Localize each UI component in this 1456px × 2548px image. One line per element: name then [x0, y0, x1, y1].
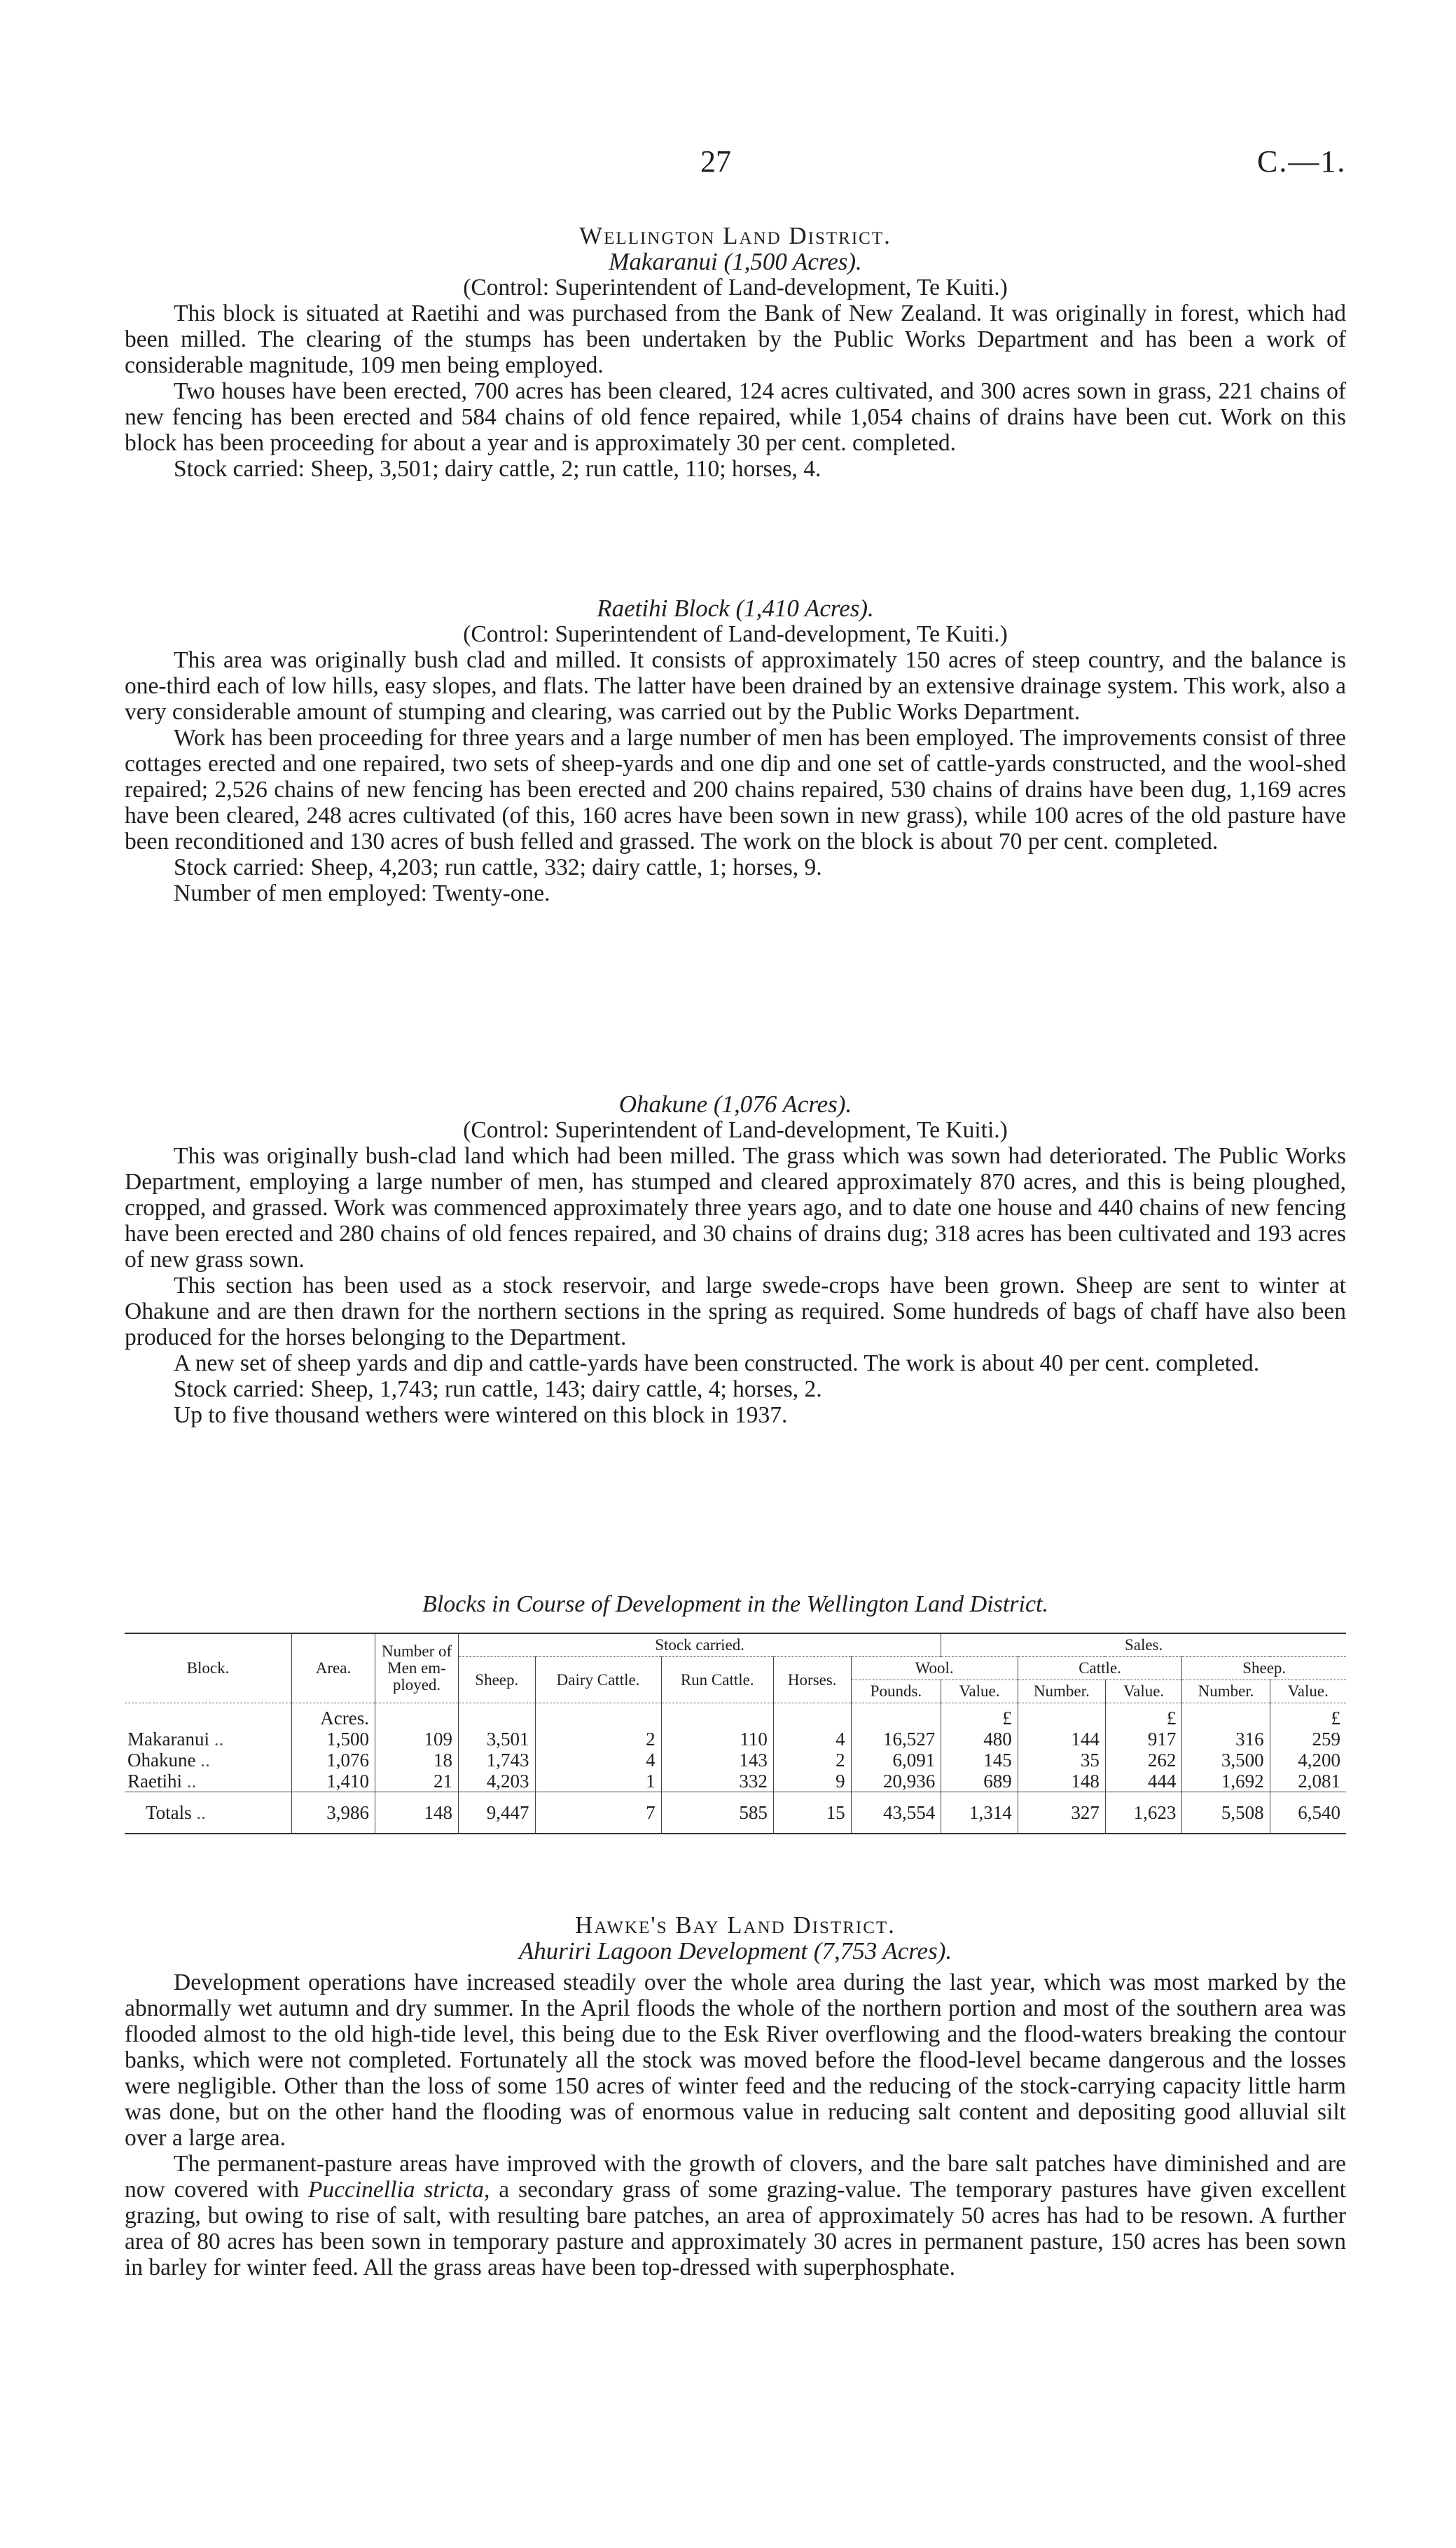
col-sheep-sales: Sheep. — [1182, 1657, 1346, 1680]
unit-cattle-value: £ — [1105, 1703, 1182, 1729]
document-reference: C.—1. — [1257, 144, 1347, 179]
unit-wool-value: £ — [941, 1703, 1018, 1729]
development-table-section — [125, 1591, 1346, 1834]
row-block: Ohakune — [127, 1750, 196, 1771]
table-title: Blocks in Course of Development in the Wellington Land District. — [422, 1591, 1048, 1617]
row-block: Raetihi — [127, 1771, 182, 1792]
ohakune-stock: Stock carried: Sheep, 1,743; run cattle, 143; dairy cattle, 4; horses, 2. — [174, 1376, 822, 1402]
raetihi-stock: Stock carried: Sheep, 4,203; run cattle, 332; dairy cattle, 1; horses, 9. — [174, 854, 822, 880]
district-heading-hawkes-bay: Hawke's Bay Land District. — [575, 1911, 896, 1939]
col-dairy-cattle: Dairy Cattle. — [535, 1657, 661, 1703]
unit-acres: Acres. — [292, 1703, 375, 1729]
district-heading-wellington: Wellington Land District. — [579, 222, 892, 249]
makaranui-control: (Control: Superintendent of Land-development, Te Kuiti.) — [463, 275, 1008, 300]
col-men-employed: Number of Men em-ployed. — [375, 1633, 459, 1703]
col-wool: Wool. — [851, 1657, 1018, 1680]
col-sheep: Sheep. — [459, 1657, 536, 1703]
raetihi-paragraph-1: This area was originally bush clad and milled. It consists of approximately 150 acres of steep country, and the balance is one-third each of low hills, easy slopes, and flats. The latter have been drained by an extensive drainage system. This work, also a very considerable amount of stumping and clearing, was carried out by the Public Works Department. — [125, 647, 1346, 725]
col-horses: Horses. — [773, 1657, 851, 1703]
raetihi-paragraph-2: Work has been proceeding for three years and a large number of men has been employed. The improvements consist of three cottages erected and one repaired, two sets of sheep-yards and one dip and one set of cattle-yards constructed, and the wool-shed repaired; 2,526 chains of new fencing has been erected and 200 chains repaired, 530 chains of drains have been dug, 1,169 acres have been cleared, 248 acres cultivated (of this, 160 acres have been sown in new grass), while 100 acres of the old pasture have been reconditioned and 130 acres of bush felled and grassed. The work on the block is about 70 per cent. completed. — [125, 725, 1346, 854]
col-wool-pounds: Pounds. — [851, 1680, 941, 1703]
col-cattle-value: Value. — [1105, 1680, 1182, 1703]
makaranui-paragraph-1: This block is situated at Raetihi and was purchased from the Bank of New Zealand. It was originally in forest, which had been milled. The clearing of the stumps has been undertaken by the Public Works Department and has been a work of considerable magnitude, 109 men being employed. — [125, 300, 1346, 378]
col-area: Area. — [292, 1633, 375, 1703]
row-block: Makaranui — [127, 1729, 209, 1750]
ohakune-paragraph-2: This section has been used as a stock reservoir, and large swede-crops have been grown. Sheep are sent to winter at Ohakune and are then drawn for the northern sections in the spring as required. Some hundreds of bags of chaff have also been produced for the horses belonging to the Department. — [125, 1273, 1346, 1350]
ohakune-wethers: Up to five thousand wethers were wintered on this block in 1937. — [174, 1402, 788, 1428]
ohakune-control: (Control: Superintendent of Land-development, Te Kuiti.) — [463, 1117, 1008, 1143]
development-table — [125, 1633, 1346, 1834]
raetihi-section — [125, 595, 1346, 906]
col-sheep-number: Number. — [1182, 1680, 1270, 1703]
raetihi-control: (Control: Superintendent of Land-development, Te Kuiti.) — [463, 621, 1008, 647]
ohakune-title: Ohakune (1,076 Acres). — [618, 1090, 852, 1118]
hawkes-bay-section — [125, 1912, 1346, 2280]
makaranui-stock: Stock carried: Sheep, 3,501; dairy cattle, 2; run cattle, 110; horses, 4. — [174, 456, 821, 482]
table-row: Ohakune .. 1,076 18 1,743 4 143 2 6,091 145 35 262 3,500 4,200 — [125, 1750, 1346, 1771]
makaranui-paragraph-2: Two houses have been erected, 700 acres has been cleared, 124 acres cultivated, and 300 acres sown in grass, 221 chains of new fencing has been erected and 584 chains of old fence repaired, while 1,054 chains of drains have been cut. Work on this block has been proceeding for about a year and is approximately 30 per cent. completed. — [125, 378, 1346, 456]
ohakune-paragraph-1: This was originally bush-clad land which had been milled. The grass which was sown had deteriorated. The Public Works Department, employing a large number of men, has stumped and cleared approximately 870 acres, and this is being ploughed, cropped, and grassed. Work was commenced approximately three years ago, and to date one house and 440 chains of new fencing have been erected and 280 chains of old fences repaired, and 30 chains of drains dug; 318 acres has been cultivated and 193 acres of new grass sown. — [125, 1143, 1346, 1273]
makaranui-title: Makaranui (1,500 Acres). — [609, 248, 862, 275]
unit-sheep-value: £ — [1331, 1708, 1340, 1729]
col-cattle: Cattle. — [1018, 1657, 1182, 1680]
raetihi-men-employed: Number of men employed: Twenty-one. — [174, 880, 550, 906]
col-run-cattle: Run Cattle. — [661, 1657, 773, 1703]
col-wool-value: Value. — [941, 1680, 1018, 1703]
makaranui-section — [125, 223, 1346, 482]
ahuriri-title: Ahuriri Lagoon Development (7,753 Acres). — [518, 1937, 952, 1965]
page-number: 27 — [700, 144, 731, 179]
raetihi-title: Raetihi Block (1,410 Acres). — [597, 595, 874, 622]
col-sheep-value: Value. — [1270, 1680, 1346, 1703]
col-cattle-number: Number. — [1018, 1680, 1105, 1703]
ohakune-section — [125, 1091, 1346, 1428]
table-row: Raetihi .. 1,410 21 4,203 1 332 9 20,936 689 148 444 1,692 2,081 — [125, 1771, 1346, 1792]
species-name: Puccinellia stricta — [307, 2177, 484, 2203]
ahuriri-paragraph-1: Development operations have increased steadily over the whole area during the last year, which was most marked by the abnormally wet autumn and dry summer. In the April floods the whole of the northern portion and most of the southern area was flooded almost to the old high-tide level, this being due to the Esk River overflowing and the flood-waters breaking the contour banks, which were not completed. Fortunately all the stock was moved before the flood-level became dangerous and the losses were negligible. Other than the loss of some 150 acres of winter feed and the reducing of the stock-carrying capacity little harm was done, but on the other hand the flooding was of enormous value in reducing salt content and depositing good alluvial silt over a large area. — [125, 1969, 1346, 2151]
table-row: Makaranui .. 1,500 109 3,501 2 110 4 16,527 480 144 917 316 259 — [125, 1729, 1346, 1750]
col-sales: Sales. — [941, 1633, 1346, 1657]
ohakune-paragraph-3: A new set of sheep yards and dip and cattle-yards have been constructed. The work is about 40 per cent. completed. — [174, 1350, 1260, 1376]
table-totals-row: Totals .. 3,986 148 9,447 7 585 15 43,554 1,314 327 1,623 5,508 6,540 — [125, 1792, 1346, 1834]
ahuriri-paragraph-2: The permanent-pasture areas have improved with the growth of clovers, and the bare salt patches have diminished and are now covered with Puccinellia stricta, a secondary grass of some grazing-value. The temporary pastures have given excellent grazing, but owing to rise of salt, with resulting bare patches, an area of approximately 50 acres has had to be resown. A further area of 80 acres has been sown in temporary pasture and approximately 30 acres in permanent pasture, 150 acres has been sown in barley for winter feed. All the grass areas have been top-dressed with superphosphate. — [125, 2151, 1347, 2280]
col-block: Block. — [125, 1633, 292, 1703]
col-stock-carried: Stock carried. — [459, 1633, 941, 1657]
